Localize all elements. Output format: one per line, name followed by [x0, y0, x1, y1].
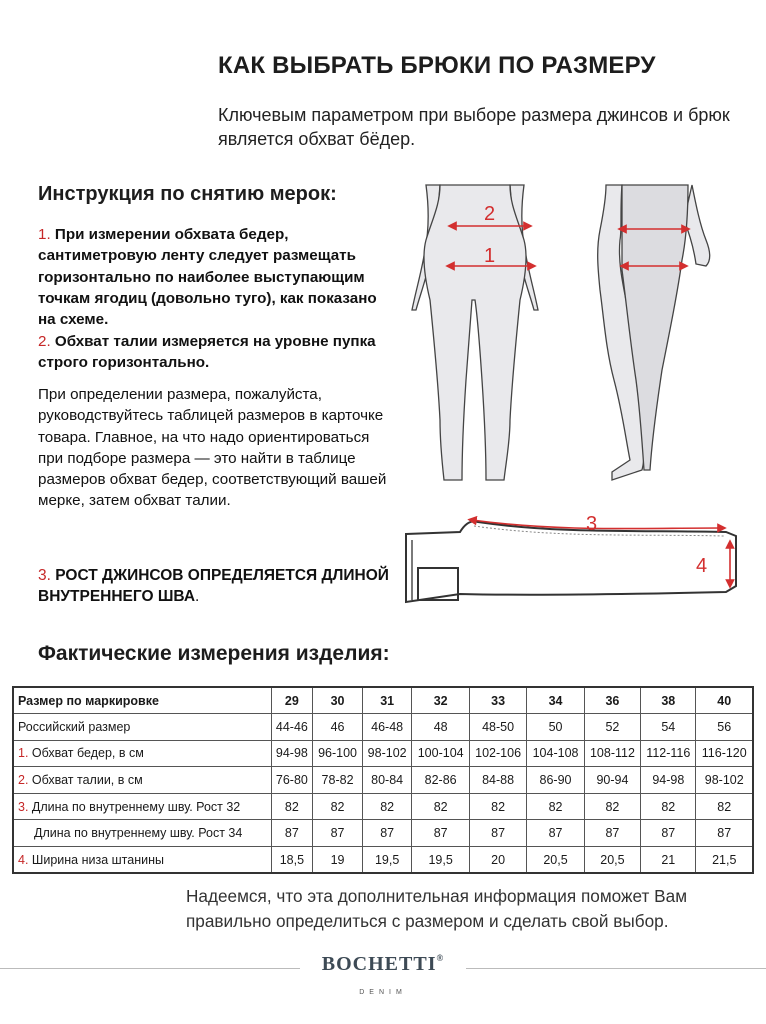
row-label — [13, 740, 271, 767]
table-cell: 50 — [527, 714, 584, 741]
table-cell: 94-98 — [271, 740, 313, 767]
table-cell: 82-86 — [412, 767, 469, 794]
table-cell: 90-94 — [584, 767, 640, 794]
table-row — [13, 847, 753, 874]
brand-logo — [308, 953, 458, 976]
table-header-row — [13, 687, 753, 714]
row-label — [13, 714, 271, 741]
row-label — [13, 847, 271, 874]
table-cell: 21,5 — [696, 847, 753, 874]
instruction-item-3 — [38, 565, 398, 608]
table-cell: 112-116 — [641, 740, 696, 767]
diagram-label-3: 3 — [586, 513, 598, 535]
table-cell: 82 — [641, 793, 696, 820]
row-label-text: Длина по внутреннему шву. Рост 32 — [28, 799, 241, 814]
table-cell: 98-102 — [362, 740, 412, 767]
table-cell: 21 — [641, 847, 696, 874]
instruction-paragraph: При определении размера, пожалуйста, руководствуйтесь таблицей размеров в карточке товара. Главное, на что надо ориентироваться при подборе размера — это найти в таблице размеров обхват бедер, соответствующий вашей мерке, затем обхват талии. — [38, 386, 387, 510]
table-cell: 18,5 — [271, 847, 313, 874]
diagram-label-4: 4 — [696, 555, 708, 577]
instruction-item-1 — [38, 224, 398, 330]
size-header: 30 — [313, 687, 363, 714]
table-cell: 94-98 — [641, 767, 696, 794]
instruction-number-2: 2. — [38, 333, 51, 350]
table-row — [13, 714, 753, 741]
size-header: 29 — [271, 687, 313, 714]
table-cell: 19 — [313, 847, 363, 874]
table-cell: 48-50 — [469, 714, 526, 741]
measurement-diagram — [400, 180, 766, 620]
table-cell: 82 — [313, 793, 363, 820]
table-cell: 98-102 — [696, 767, 753, 794]
row-label — [13, 820, 271, 847]
instruction-text-3: РОСТ ДЖИНСОВ ОПРЕДЕЛЯЕТСЯ ДЛИНОЙ ВНУТРЕННЕГО ШВА — [38, 567, 389, 606]
table-cell: 20 — [469, 847, 526, 874]
page-title: КАК ВЫБРАТЬ БРЮКИ ПО РАЗМЕРУ — [218, 52, 656, 79]
size-header: 31 — [362, 687, 412, 714]
instruction-item-2 — [38, 331, 398, 374]
table-cell: 87 — [469, 820, 526, 847]
brand-divider-left — [0, 968, 300, 969]
table-row — [13, 820, 753, 847]
table-cell: 56 — [696, 714, 753, 741]
instruction-text-2: Обхват талии измеряется на уровне пупка строго горизонтально. — [38, 333, 376, 372]
table-cell: 87 — [412, 820, 469, 847]
brand-registered-mark: ® — [436, 953, 445, 963]
footer-text: Надеемся, что эта дополнительная информация поможет Вам правильно определиться с размером и сделать свой выбор. — [186, 886, 688, 931]
table-cell: 87 — [313, 820, 363, 847]
table-cell: 80-84 — [362, 767, 412, 794]
table-cell: 82 — [584, 793, 640, 820]
table-cell: 82 — [412, 793, 469, 820]
instruction-text-1: При измерении обхвата бедер, сантиметровую ленту следует размещать горизонтально по наиболее выступающим точкам ягодиц (довольно туго), как показано на схеме. — [38, 226, 377, 329]
table-cell: 87 — [696, 820, 753, 847]
table-cell: 20,5 — [584, 847, 640, 874]
table-cell: 87 — [527, 820, 584, 847]
row-label — [13, 793, 271, 820]
instruction-end-3: . — [195, 588, 200, 606]
table-cell: 46 — [313, 714, 363, 741]
table-cell: 82 — [527, 793, 584, 820]
table-row — [13, 767, 753, 794]
size-header: 34 — [527, 687, 584, 714]
instruction-number-1: 1. — [38, 226, 51, 243]
table-cell: 87 — [271, 820, 313, 847]
row-label-text: Обхват талии, в см — [28, 773, 143, 788]
brand-name: BOCHETTI — [321, 953, 437, 975]
brand-divider-right — [466, 968, 766, 969]
table-row — [13, 793, 753, 820]
table-cell: 82 — [271, 793, 313, 820]
size-header: 38 — [641, 687, 696, 714]
row-number: 3. — [18, 799, 29, 814]
table-cell: 102-106 — [469, 740, 526, 767]
row-label-text: Длина по внутреннему шву. Рост 34 — [34, 826, 243, 841]
instruction-number-3: 3. — [38, 567, 51, 584]
table-cell: 108-112 — [584, 740, 640, 767]
diagram-label-2: 2 — [484, 203, 496, 225]
row-number: 2. — [18, 773, 29, 788]
table-cell: 19,5 — [412, 847, 469, 874]
row-label-text: Ширина низа штанины — [28, 852, 164, 867]
row-number: 4. — [18, 852, 29, 867]
row-label-text: Российский размер — [18, 719, 131, 734]
row-label — [13, 767, 271, 794]
table-cell: 44-46 — [271, 714, 313, 741]
page-subtitle: Ключевым параметром при выборе размера джинсов и брюк является обхват бёдер. — [218, 105, 730, 149]
table-cell: 87 — [362, 820, 412, 847]
brand-subtitle: DENIM — [359, 989, 407, 996]
table-cell: 116-120 — [696, 740, 753, 767]
pant-leg-figure — [406, 521, 736, 602]
diagram-label-1: 1 — [484, 245, 496, 267]
instructions-heading: Инструкция по снятию мерок: — [38, 183, 337, 205]
size-header: 33 — [469, 687, 526, 714]
row-label-text: Обхват бедер, в см — [28, 746, 144, 761]
table-row — [13, 740, 753, 767]
table-cell: 104-108 — [527, 740, 584, 767]
size-header: 36 — [584, 687, 640, 714]
table-cell: 86-90 — [527, 767, 584, 794]
table-cell: 87 — [641, 820, 696, 847]
table-cell: 96-100 — [313, 740, 363, 767]
size-header: 40 — [696, 687, 753, 714]
table-cell: 54 — [641, 714, 696, 741]
table-cell: 82 — [362, 793, 412, 820]
table-cell: 78-82 — [313, 767, 363, 794]
table-cell: 100-104 — [412, 740, 469, 767]
table-cell: 82 — [696, 793, 753, 820]
table-cell: 20,5 — [527, 847, 584, 874]
row-number: 1. — [18, 746, 29, 761]
front-body-figure — [412, 185, 538, 480]
table-cell: 46-48 — [362, 714, 412, 741]
table-header-label: Размер по маркировке — [13, 687, 271, 714]
table-cell: 19,5 — [362, 847, 412, 874]
table-cell: 87 — [584, 820, 640, 847]
table-cell: 82 — [469, 793, 526, 820]
table-cell: 48 — [412, 714, 469, 741]
table-cell: 76-80 — [271, 767, 313, 794]
table-cell: 84-88 — [469, 767, 526, 794]
size-header: 32 — [412, 687, 469, 714]
size-table — [12, 686, 754, 874]
table-heading: Фактические измерения изделия: — [38, 642, 390, 665]
table-cell: 52 — [584, 714, 640, 741]
